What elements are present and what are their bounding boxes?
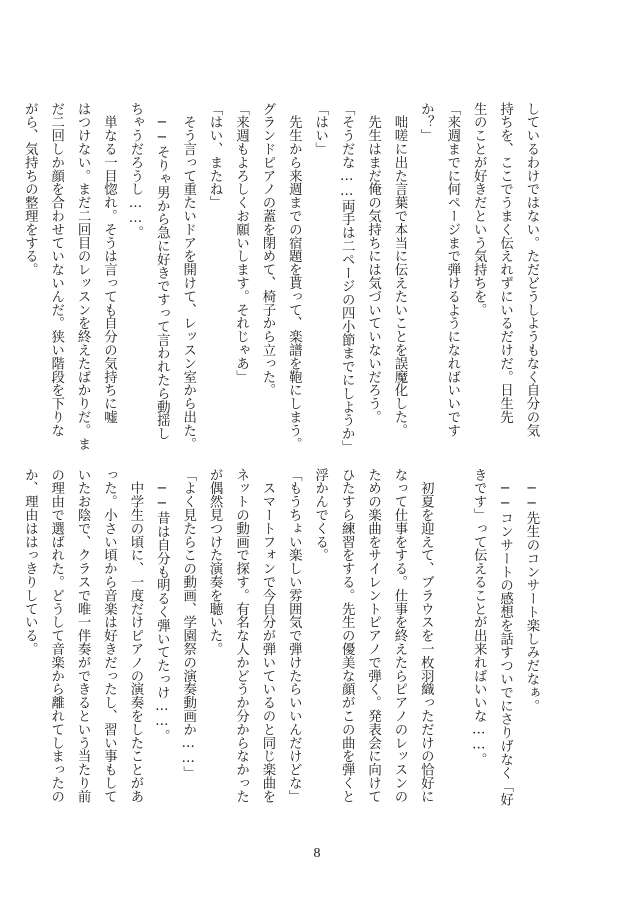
text-column: ための楽曲をサイレントピアノで弾く。発表会に向けて: [365, 468, 381, 803]
text-column: の理由で選ばれた。どうして音楽から離れてしまったの: [48, 468, 64, 803]
text-column: 咄嗟に出た言葉で本当に伝えたいことを誤魔化した。: [391, 102, 407, 437]
text-column: 「来週までに何ページまで弾けるようになればいいです: [444, 102, 460, 437]
text-column: か？」: [418, 102, 434, 143]
text-column: スマートフォンで今自分が弾いているのと同じ楽曲を: [259, 468, 275, 803]
text-column: 「もうちょい楽しい雰囲気で弾けたらいいんだけどな」: [286, 468, 302, 803]
text-column: 初夏を迎えて、ブラウスを一枚羽織っただけの恰好に: [418, 468, 434, 803]
text-column: ──昔は自分も明るく弾いてたっけ……。: [154, 468, 170, 743]
text-column: ひたすら練習をする。先生の優美な顔がこの曲を弾くと: [339, 468, 355, 803]
text-column: ネットの動画で探す。有名な人かどうか分からなかった: [233, 468, 249, 803]
text-column: 単なる一目惚れ。そうは言っても自分の気持ちに嘘: [101, 102, 117, 424]
text-column: だ二回しか顔を合わせていないんだ。狭い階段を下りな: [48, 102, 64, 437]
text-column: ちゃうだろうし……。: [127, 102, 143, 240]
blank-column: [438, 468, 464, 822]
text-column: ──コンサートの感想を話すついでにさりげなく「好: [497, 468, 513, 807]
text-column: 浮かんでくる。: [312, 468, 328, 562]
text-column: 「そうだな……両手は二ページの四小節までにしようか」: [339, 102, 355, 454]
text-column: が偶然見つけた演奏を聴いた。: [207, 468, 223, 656]
text-column: 「よく見たらこの動画、学園祭の演奏動画か……」: [180, 468, 196, 780]
text-column: いたお陰で、クラスで唯一伴奏ができるという当たり前: [75, 468, 91, 803]
text-column: った。小さい頃から音楽は好きだったし、習い事もして: [101, 468, 117, 803]
text-column: 先生はまだ俺の気持ちには気づいていないだろう。: [365, 102, 381, 424]
text-column: はつけない。まだ二回目のレッスンを終えたばかりだ。ま: [75, 102, 91, 451]
text-column: がら、気持ちの整理をする。: [22, 102, 38, 277]
text-column: しているわけではない。ただどうしようもなく自分の気: [524, 102, 539, 437]
text-column: 「来週もよろしくお願いします。それじゃあ」: [233, 102, 249, 384]
upper-text-block: [16, 102, 544, 456]
text-column: 中学生の頃に、一度だけピアノの演奏をしたことがあ: [127, 468, 143, 803]
lower-text-block: [16, 468, 544, 822]
text-column: 生のことが好きだという気持ちを。: [471, 102, 487, 317]
text-column: そう言って重たいドアを開けて、レッスン室から出た。: [180, 102, 196, 451]
text-column: ──先生のコンサート楽しみだなぁ。: [524, 468, 539, 713]
text-column: 「はい」: [312, 102, 328, 156]
text-column: グランドピアノの蓋を閉めて、椅子から立った。: [259, 102, 275, 397]
text-column: 「はい、またね」: [207, 102, 223, 210]
text-column: か、理由ははっきりしている。: [22, 468, 38, 656]
text-column: 先生から来週までの宿題を貰って、楽譜を鞄にしまう。: [286, 102, 302, 451]
text-column: なって仕事をする。仕事を終えたらピアノのレッスンの: [391, 468, 407, 803]
text-column: きです」って伝えることが出来ればいいな……。: [471, 468, 487, 766]
text-column: ──そりゃ男から急に好きですって言われたら動揺し: [154, 102, 170, 441]
text-column: 持ちを、ここでうまく伝えれずにいるだけだ。日生先: [497, 102, 513, 424]
page-number: 8: [313, 846, 321, 861]
